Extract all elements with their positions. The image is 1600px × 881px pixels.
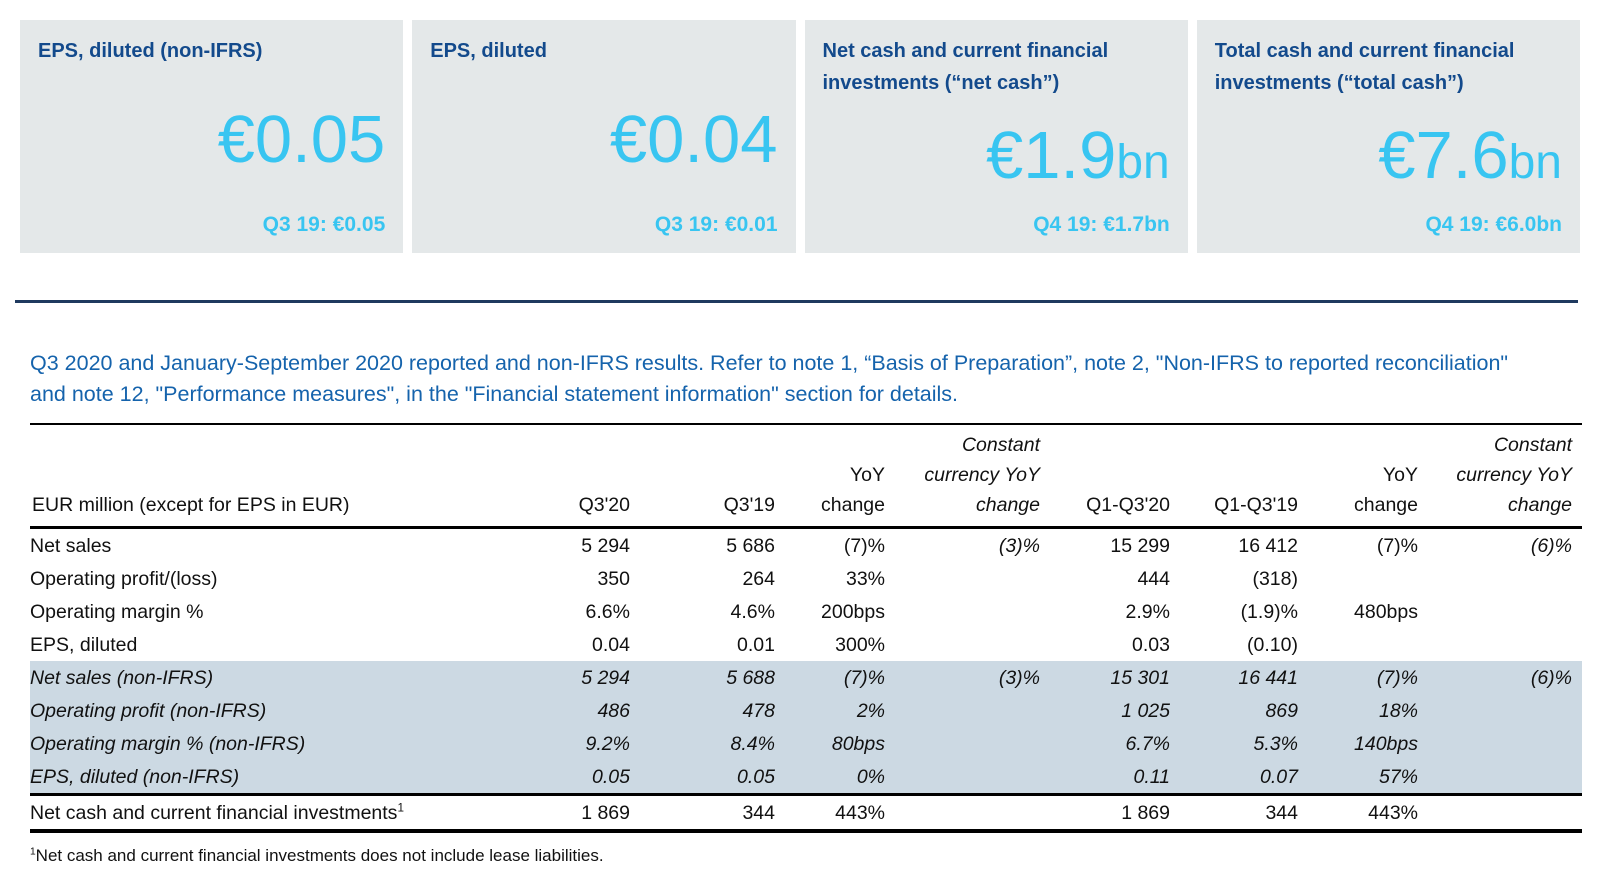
row-label: Operating profit (non-IFRS) [30,699,267,722]
cell-value: 6.7% [1125,732,1170,755]
cell-value: 15 299 [1110,534,1170,557]
table-row [30,628,1582,661]
cell-value: 16 412 [1238,534,1298,557]
cell-value: 8.4% [730,732,775,755]
intro-line-1: Q3 2020 and January-September 2020 reported and non-IFRS results. Refer to note 1, “Basis of Preparation”, note 2, "Non-IFRS to reported reconciliation" [30,351,1509,375]
cell-value: 444 [1137,567,1170,590]
cell-value [895,727,1050,760]
kpi-card-strip [20,20,1580,253]
row-label: Net sales (non-IFRS) [30,666,214,689]
cell-value: 0.05 [592,765,630,788]
cell-value: (1.9)% [1240,600,1298,623]
row-label: Operating margin % [30,600,204,623]
cell-value [1308,628,1428,661]
kpi-value [430,101,778,177]
cell-value: 2.9% [1125,600,1170,623]
cell-value: 443% [1308,795,1428,832]
kpi-title: EPS, diluted [430,40,547,62]
cell-value: 300% [835,633,885,656]
cell-value [1428,694,1582,727]
column-header: Constant currency YoY change [1428,424,1582,528]
cell-value [1428,727,1582,760]
table-row [30,661,1582,694]
cell-value [1428,562,1582,595]
cell-value: 344 [1180,795,1308,832]
kpi-previous-value: Q3 19: €0.01 [654,213,778,236]
row-label: Operating profit/(loss) [30,567,218,590]
cell-value [1428,795,1582,832]
cell-value: (7)% [1376,666,1418,689]
column-header: Q3'20 [490,424,640,528]
cell-value: (6)% [1530,666,1572,689]
cell-value: (6)% [1530,534,1572,557]
cell-value: 140bps [1354,732,1418,755]
column-header: EUR million (except for EPS in EUR) [30,424,490,528]
cell-value [895,694,1050,727]
cell-value [1428,760,1582,795]
kpi-value-number: €0.05 [217,101,386,177]
table-row [30,528,1582,563]
cell-value: 0.07 [1260,765,1298,788]
column-header: Q1-Q3'19 [1180,424,1308,528]
cell-value: 443% [785,795,895,832]
cell-value: 5 294 [581,534,630,557]
kpi-title: Net cash and current financial investments (“net cash”) [822,40,1109,94]
footnote-superscript: 1 [30,846,36,858]
section-divider [15,300,1578,303]
cell-value: 0.05 [737,765,775,788]
cell-value [895,795,1050,832]
kpi-value-suffix: bn [1508,135,1562,189]
cell-value [895,760,1050,795]
cell-value: 1 025 [1121,699,1170,722]
table-row [30,562,1582,595]
cell-value: 1 869 [490,795,640,832]
cell-value: 4.6% [730,600,775,623]
kpi-previous-value: Q4 19: €1.7bn [1033,213,1170,236]
cell-value: 264 [742,567,775,590]
kpi-card-eps-non-ifrs [20,20,403,253]
column-header: YoY change [785,424,895,528]
table-row [30,595,1582,628]
kpi-card-net-cash [805,20,1188,253]
cell-value: 16 441 [1238,666,1298,689]
cell-value [895,595,1050,628]
cell-value: 9.2% [585,732,630,755]
table-row [30,760,1582,795]
row-label: Operating margin % (non-IFRS) [30,732,306,755]
cell-value: (7)% [843,666,885,689]
cell-value: 57% [1378,765,1418,788]
cell-value: 5.3% [1253,732,1298,755]
kpi-value-number: €7.6 [1378,117,1509,193]
cell-value: 0.01 [737,633,775,656]
kpi-card-total-cash [1197,20,1580,253]
cell-value: (7)% [843,534,885,557]
kpi-value-number: €0.04 [609,101,778,177]
kpi-title: EPS, diluted (non-IFRS) [38,40,263,62]
table-row [30,727,1582,760]
kpi-card-eps-diluted [412,20,795,253]
row-label: Net sales [30,534,112,557]
cell-value: (7)% [1376,534,1418,557]
cell-value: (3)% [998,666,1040,689]
cell-value: 5 686 [726,534,775,557]
table-row [30,795,1582,832]
table-row [30,694,1582,727]
cell-value: 15 301 [1110,666,1170,689]
row-label: EPS, diluted (non-IFRS) [30,765,240,788]
table-header-row [30,424,1582,528]
cell-value: 0.03 [1132,633,1170,656]
column-header: Q1-Q3'20 [1050,424,1180,528]
column-header: YoY change [1308,424,1428,528]
cell-value: 480bps [1354,600,1418,623]
table-body [30,528,1582,832]
cell-value: 869 [1265,699,1298,722]
cell-value: 200bps [821,600,885,623]
cell-value [895,628,1050,661]
cell-value [895,562,1050,595]
cell-value: 6.6% [585,600,630,623]
kpi-previous-value: Q3 19: €0.05 [262,213,386,236]
column-header: Q3'19 [640,424,785,528]
cell-value [1428,628,1582,661]
cell-value: 344 [640,795,785,832]
cell-value: 18% [1378,699,1418,722]
cell-value: 0% [856,765,885,788]
column-header: Constant currency YoY change [895,424,1050,528]
cell-value: 1 869 [1050,795,1180,832]
row-label: EPS, diluted [30,633,138,656]
cell-value: 486 [597,699,630,722]
cell-value: (0.10) [1247,633,1298,656]
results-table [30,423,1582,833]
cell-value: (318) [1252,567,1298,590]
cell-value [1428,595,1582,628]
table-footnote [30,846,1580,866]
footnote-text: Net cash and current financial investments does not include lease liabilities. [35,846,604,865]
cell-value: (3)% [998,534,1040,557]
cell-value: 0.04 [592,633,630,656]
kpi-value [823,117,1170,193]
kpi-previous-value: Q4 19: €6.0bn [1425,213,1562,236]
cell-value: 350 [597,567,630,590]
cell-value: 33% [845,567,885,590]
kpi-title: Total cash and current financial investments (“total cash”) [1214,40,1515,94]
cell-value: 5 688 [726,666,775,689]
cell-value: 5 294 [581,666,630,689]
kpi-value-suffix: bn [1116,135,1170,189]
intro-line-2: and note 12, "Performance measures", in the "Financial statement information" section for details. [30,382,959,406]
cell-value: 80bps [831,732,885,755]
cell-value: 2% [856,699,885,722]
kpi-value [1215,117,1562,193]
kpi-value [38,101,386,177]
intro-text [30,348,1580,410]
cell-value: 0.11 [1133,765,1170,788]
cell-value [1308,562,1428,595]
row-label: Net cash and current financial investments$^1$ [30,795,490,832]
cell-value: 478 [742,699,775,722]
kpi-value-number: €1.9 [985,117,1117,193]
